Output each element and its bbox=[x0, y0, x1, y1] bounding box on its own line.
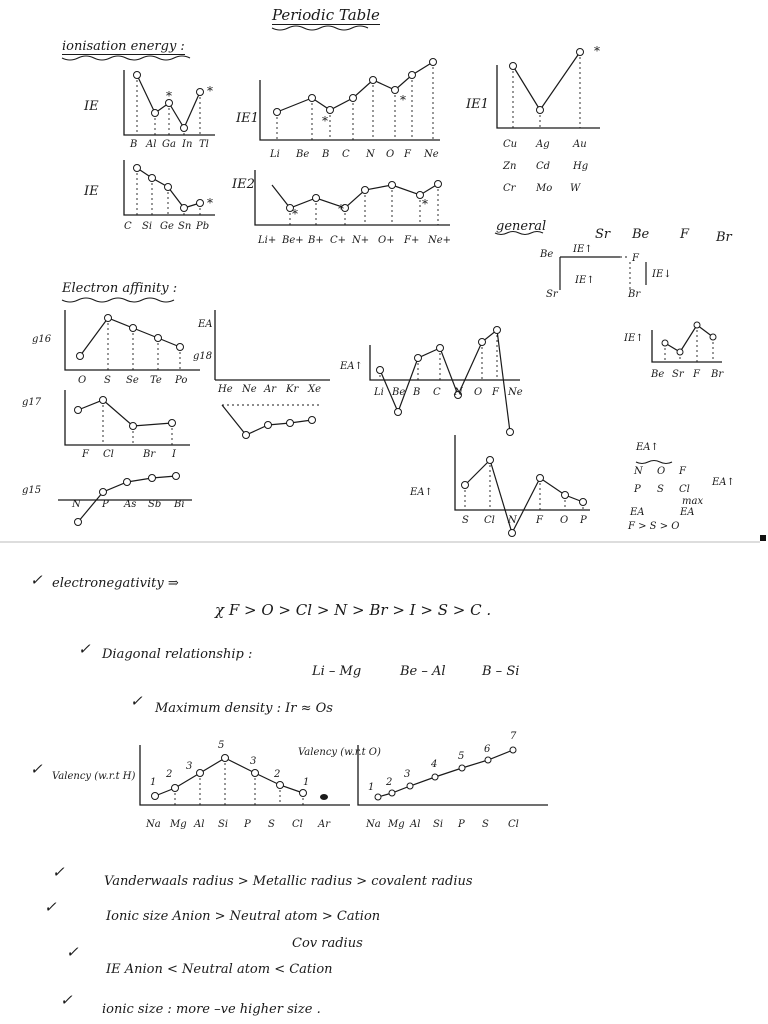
valency-value: 1 bbox=[150, 777, 157, 788]
x-label: O bbox=[78, 375, 87, 386]
x-label: P bbox=[458, 819, 465, 830]
ie2-label: IE2 bbox=[232, 177, 255, 192]
side-title: EA↑ bbox=[636, 442, 659, 453]
star-be-plus: * bbox=[292, 207, 298, 221]
x-label: Sn bbox=[178, 221, 192, 232]
x-label: Xe bbox=[308, 384, 322, 395]
x-label: Cd bbox=[536, 161, 551, 172]
side-ea: EA↑ bbox=[712, 477, 735, 488]
general-el: Be bbox=[632, 227, 650, 242]
diagonal-pair: Be – Al bbox=[400, 664, 446, 679]
x-label: F+ bbox=[404, 235, 420, 246]
ionic-size-note: ionic size : more –ve higher size . bbox=[102, 1002, 321, 1017]
general-label: general bbox=[496, 219, 547, 234]
x-label: O+ bbox=[378, 235, 395, 246]
x-label: Be bbox=[392, 387, 406, 398]
x-label: Ar bbox=[318, 819, 331, 830]
star-au: * bbox=[594, 44, 600, 58]
g15-label: g15 bbox=[22, 485, 42, 496]
x-label: O bbox=[386, 149, 395, 160]
x-label: Ne bbox=[424, 149, 439, 160]
x-label: Hg bbox=[573, 161, 589, 172]
star-c-plus: * bbox=[338, 202, 344, 216]
x-label: Na bbox=[146, 819, 161, 830]
side-order: F > S > O bbox=[628, 521, 680, 532]
ionisation-heading: ionisation energy : bbox=[62, 39, 185, 54]
ea-mixed-label: EA↑ bbox=[410, 487, 433, 498]
x-label: Ga bbox=[162, 139, 176, 150]
x-label: B bbox=[130, 139, 138, 150]
x-label: N bbox=[72, 499, 81, 510]
x-label: F bbox=[82, 449, 89, 460]
x-label: Be bbox=[651, 369, 665, 380]
ie1-tm-label: IE1 bbox=[466, 97, 489, 112]
x-label: N bbox=[366, 149, 375, 160]
x-label: Kr bbox=[286, 384, 299, 395]
x-label: Br bbox=[711, 369, 724, 380]
x-label: F bbox=[693, 369, 700, 380]
x-label: B bbox=[413, 387, 421, 398]
valency-value: 1 bbox=[303, 777, 310, 788]
x-label: F bbox=[536, 515, 543, 526]
ea-heading: Electron affinity : bbox=[62, 281, 178, 296]
check-icon: ✓ bbox=[44, 898, 57, 916]
x-label: F bbox=[492, 387, 499, 398]
x-label: N+ bbox=[352, 235, 370, 246]
x-label: C+ bbox=[330, 235, 347, 246]
g17-label: g17 bbox=[22, 397, 42, 408]
ea-period-label: EA↑ bbox=[340, 361, 363, 372]
x-label: Al bbox=[146, 139, 157, 150]
x-label: Sr bbox=[672, 369, 684, 380]
star-pb: * bbox=[207, 196, 213, 210]
x-label: Tl bbox=[199, 139, 209, 150]
x-label: Bi bbox=[174, 499, 185, 510]
x-label: S bbox=[482, 819, 489, 830]
side-max: max bbox=[682, 496, 704, 507]
general-ie-up: IE↑ bbox=[573, 244, 593, 255]
x-label: Ge bbox=[160, 221, 174, 232]
check-icon: ✓ bbox=[78, 640, 91, 658]
x-label: Cl bbox=[292, 819, 303, 830]
side-el: F bbox=[679, 466, 686, 477]
x-label: Be bbox=[296, 149, 310, 160]
x-label: Ne bbox=[242, 384, 257, 395]
x-label: Si bbox=[433, 819, 444, 830]
x-label: Mo bbox=[536, 183, 553, 194]
x-label: In bbox=[182, 139, 193, 150]
x-label: Pb bbox=[196, 221, 210, 232]
star-f-plus: * bbox=[422, 197, 428, 211]
x-label: B+ bbox=[308, 235, 324, 246]
x-label: Be+ bbox=[282, 235, 304, 246]
x-label: Li bbox=[270, 149, 280, 160]
x-label: Cl bbox=[508, 819, 519, 830]
x-label: Te bbox=[150, 375, 162, 386]
ie-label-g13: IE bbox=[84, 99, 99, 114]
valency-value: 3 bbox=[250, 756, 257, 767]
x-label: Li+ bbox=[258, 235, 277, 246]
valency-value: 2 bbox=[386, 777, 393, 788]
x-label: Mg bbox=[170, 819, 187, 830]
valency-value: 7 bbox=[510, 731, 517, 742]
star-b: * bbox=[322, 114, 328, 128]
g18-label: g18 bbox=[193, 351, 213, 362]
valency-right-label: Valency (w.r.t O) bbox=[298, 747, 381, 758]
general-ie-down: IE↓ bbox=[652, 269, 672, 280]
x-label: N bbox=[508, 515, 517, 526]
x-label: S bbox=[462, 515, 469, 526]
ie-label-g14: IE bbox=[84, 184, 99, 199]
x-label: Sb bbox=[148, 499, 162, 510]
star-tl: * bbox=[207, 84, 213, 98]
x-label: Si bbox=[142, 221, 153, 232]
general-ie-up2: IE↑ bbox=[575, 275, 595, 286]
max-density: Maximum density : Ir ≈ Os bbox=[155, 701, 333, 716]
cov-radius: Cov radius bbox=[292, 936, 363, 951]
x-label: P bbox=[580, 515, 587, 526]
star-o: * bbox=[400, 93, 406, 107]
x-label: Ne+ bbox=[428, 235, 452, 246]
valency-value: 2 bbox=[166, 769, 173, 780]
side-el: N bbox=[634, 466, 643, 477]
valency-value: 3 bbox=[186, 761, 193, 772]
valency-value: 2 bbox=[274, 769, 281, 780]
x-label: Cu bbox=[503, 139, 518, 150]
x-label: P bbox=[102, 499, 109, 510]
general-el: Br bbox=[716, 230, 732, 245]
x-label: W bbox=[570, 183, 581, 194]
side-el: S bbox=[657, 484, 664, 495]
x-label: Cr bbox=[503, 183, 516, 194]
check-icon: ✓ bbox=[66, 943, 79, 961]
x-label: C bbox=[433, 387, 441, 398]
x-label: As bbox=[124, 499, 137, 510]
g16-label: g16 bbox=[32, 334, 52, 345]
side-el: Cl bbox=[679, 484, 690, 495]
ionic-size-order: Ionic size Anion > Neutral atom > Cation bbox=[106, 909, 381, 924]
valency-value: 4 bbox=[431, 759, 438, 770]
x-label: Zn bbox=[503, 161, 517, 172]
x-label: Cl bbox=[103, 449, 114, 460]
x-label: Li bbox=[374, 387, 384, 398]
x-label: Al bbox=[410, 819, 421, 830]
ea-label-g16: EA bbox=[198, 319, 213, 330]
check-icon: ✓ bbox=[60, 991, 73, 1009]
side-ea2: EA bbox=[680, 507, 695, 518]
valency-value: 6 bbox=[484, 744, 491, 755]
side-ea1: EA bbox=[630, 507, 645, 518]
x-label: Si bbox=[218, 819, 229, 830]
page-title: Periodic Table bbox=[272, 6, 380, 24]
check-icon: ✓ bbox=[30, 760, 43, 778]
x-label: Ag bbox=[536, 139, 550, 150]
x-label: He bbox=[218, 384, 233, 395]
x-label: O bbox=[474, 387, 483, 398]
side-el: O bbox=[657, 466, 666, 477]
side-el: P bbox=[634, 484, 641, 495]
x-label: Br bbox=[143, 449, 156, 460]
x-label: C bbox=[124, 221, 132, 232]
x-label: P bbox=[244, 819, 251, 830]
valency-value: 1 bbox=[368, 782, 375, 793]
check-icon: ✓ bbox=[52, 863, 65, 881]
electronegativity-order: χ F > O > Cl > N > Br > I > S > C . bbox=[215, 601, 492, 619]
x-label: Po bbox=[175, 375, 188, 386]
general-box-f: F bbox=[632, 253, 639, 264]
general-box-sr: Sr bbox=[546, 289, 558, 300]
x-label: Na bbox=[366, 819, 381, 830]
x-label: F bbox=[404, 149, 411, 160]
x-label: N bbox=[454, 387, 463, 398]
general-box-be: Be bbox=[540, 249, 554, 260]
x-label: Cl bbox=[484, 515, 495, 526]
diagonal-pair: Li – Mg bbox=[312, 664, 362, 679]
ie-order: IE Anion < Neutral atom < Cation bbox=[106, 962, 333, 977]
ie1-label: IE1 bbox=[236, 111, 259, 126]
x-label: Mg bbox=[388, 819, 405, 830]
x-label: Al bbox=[194, 819, 205, 830]
x-label: I bbox=[172, 449, 176, 460]
valency-left-label: Valency (w.r.t H) bbox=[52, 771, 136, 782]
valency-value: 5 bbox=[218, 740, 225, 751]
diagonal-pair: B – Si bbox=[482, 664, 520, 679]
check-icon: ✓ bbox=[130, 692, 143, 710]
x-label: C bbox=[342, 149, 350, 160]
x-label: Se bbox=[126, 375, 139, 386]
electronegativity-label: electronegativity ⇒ bbox=[52, 576, 179, 591]
check-icon: ✓ bbox=[30, 571, 43, 589]
mini-ie-label: IE↑ bbox=[624, 333, 644, 344]
radius-order: Vanderwaals radius > Metallic radius > covalent radius bbox=[104, 874, 473, 889]
x-label: O bbox=[560, 515, 569, 526]
x-label: S bbox=[104, 375, 111, 386]
x-label: S bbox=[268, 819, 275, 830]
x-label: B bbox=[322, 149, 330, 160]
valency-value: 3 bbox=[404, 769, 411, 780]
star-ga: * bbox=[166, 89, 172, 103]
x-label: Au bbox=[573, 139, 587, 150]
x-label: Ar bbox=[264, 384, 277, 395]
general-el: Sr bbox=[595, 227, 611, 242]
x-label: Ne bbox=[508, 387, 523, 398]
diagonal-label: Diagonal relationship : bbox=[102, 647, 253, 662]
general-el: F bbox=[680, 227, 690, 242]
valency-value: 5 bbox=[458, 751, 465, 762]
general-box-br: Br bbox=[628, 289, 641, 300]
